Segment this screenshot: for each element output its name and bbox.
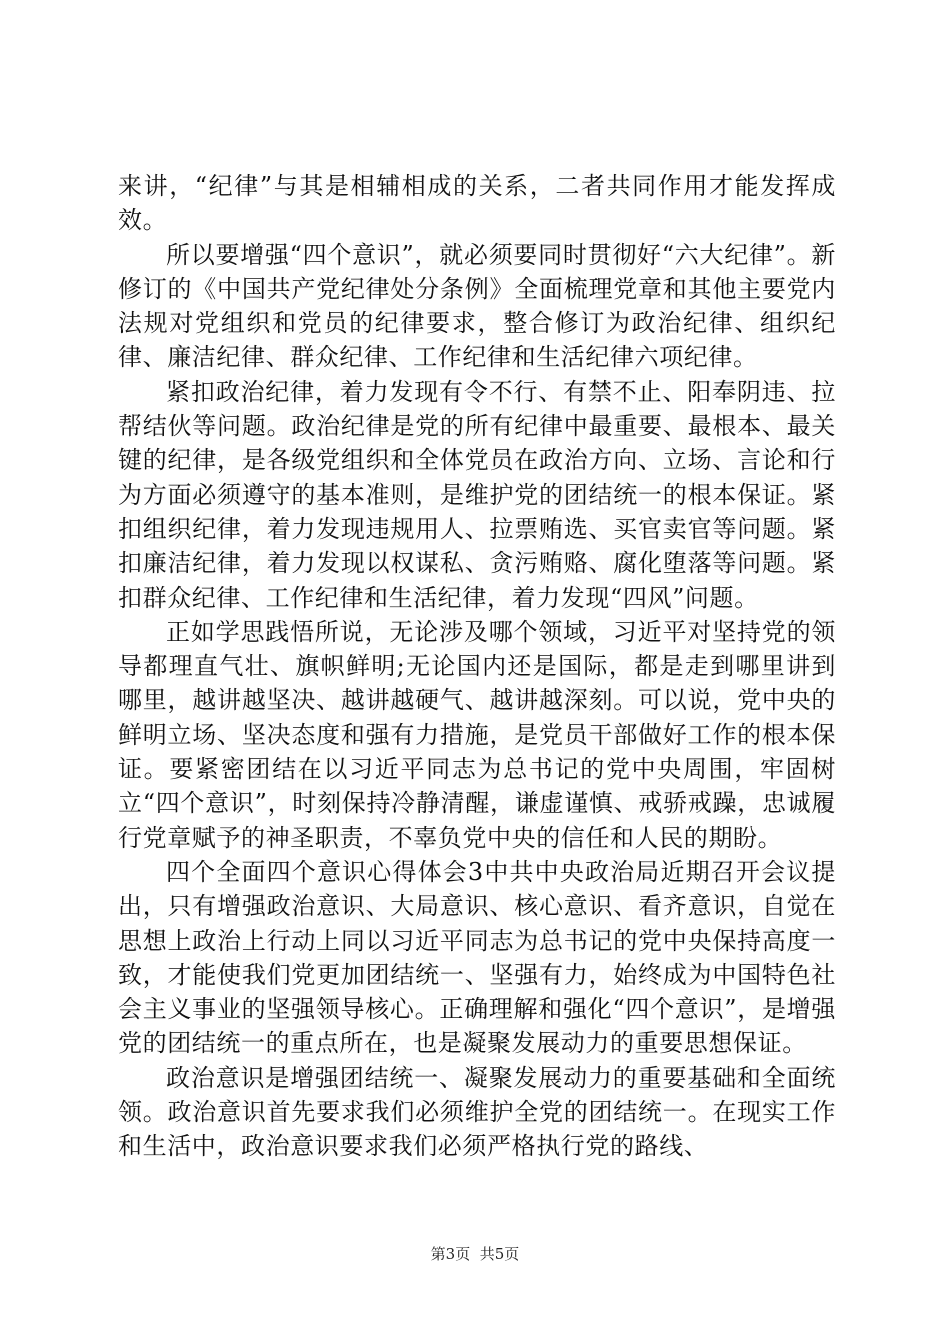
- paragraph: 四个全面四个意识心得体会3中共中央政治局近期召开会议提出，只有增强政治意识、大局意识、核心意识、看齐意识，自觉在思想上政治上行动上同以习近平同志为总书记的党中央保持高度一致，才能使我们党更加团结统一、坚强有力，始终成为中国特色社会主义事业的坚强领导核心。正确理解和强化“四个意识”，是增强党的团结统一的重点所在，也是凝聚发展动力的重要思想保证。: [118, 857, 836, 1058]
- paragraph: 政治意识是增强团结统一、凝聚发展动力的重要基础和全面统领。政治意识首先要求我们必须维护全党的团结统一。在现实工作和生活中，政治意识要求我们必须严格执行党的路线、: [118, 1063, 836, 1161]
- page-number: 第3页: [430, 1245, 471, 1263]
- paragraph: 正如学思践悟所说，无论涉及哪个领域，习近平对坚持党的领导都理直气壮、旗帜鲜明;无论国内还是国际，都是走到哪里讲到哪里，越讲越坚决、越讲越硬气、越讲越深刻。可以说，党中央的鲜明立场、坚决态度和强有力措施，是党员干部做好工作的根本保证。要紧密团结在以习近平同志为总书记的党中央周围，牢固树立“四个意识”，时刻保持冷静清醒，谦虚谨慎、戒骄戒躁，忠诚履行党章赋予的神圣职责，不辜负党中央的信任和人民的期盼。: [118, 617, 836, 852]
- page-total: 共5页: [479, 1245, 520, 1263]
- paragraph-continued: 来讲，“纪律”与其是相辅相成的关系，二者共同作用才能发挥成效。: [118, 172, 836, 235]
- document-body: [118, 169, 836, 1164]
- paragraph: 所以要增强“四个意识”，就必须要同时贯彻好“六大纪律”。新修订的《中国共产党纪律处分条例》全面梳理党章和其他主要党内法规对党组织和党员的纪律要求，整合修订为政治纪律、组织纪律、廉洁纪律、群众纪律、工作纪律和生活纪律六项纪律。: [118, 240, 836, 372]
- page-footer: [0, 1244, 950, 1264]
- paragraph: 紧扣政治纪律，着力发现有令不行、有禁不止、阳奉阴违、拉帮结伙等问题。政治纪律是党的所有纪律中最重要、最根本、最关键的纪律，是各级党组织和全体党员在政治方向、立场、言论和行为方面必须遵守的基本准则，是维护党的团结统一的根本保证。紧扣组织纪律，着力发现违规用人、拉票贿选、买官卖官等问题。紧扣廉洁纪律，着力发现以权谋私、贪污贿赂、腐化堕落等问题。紧扣群众纪律、工作纪律和生活纪律，着力发现“四风”问题。: [118, 377, 836, 612]
